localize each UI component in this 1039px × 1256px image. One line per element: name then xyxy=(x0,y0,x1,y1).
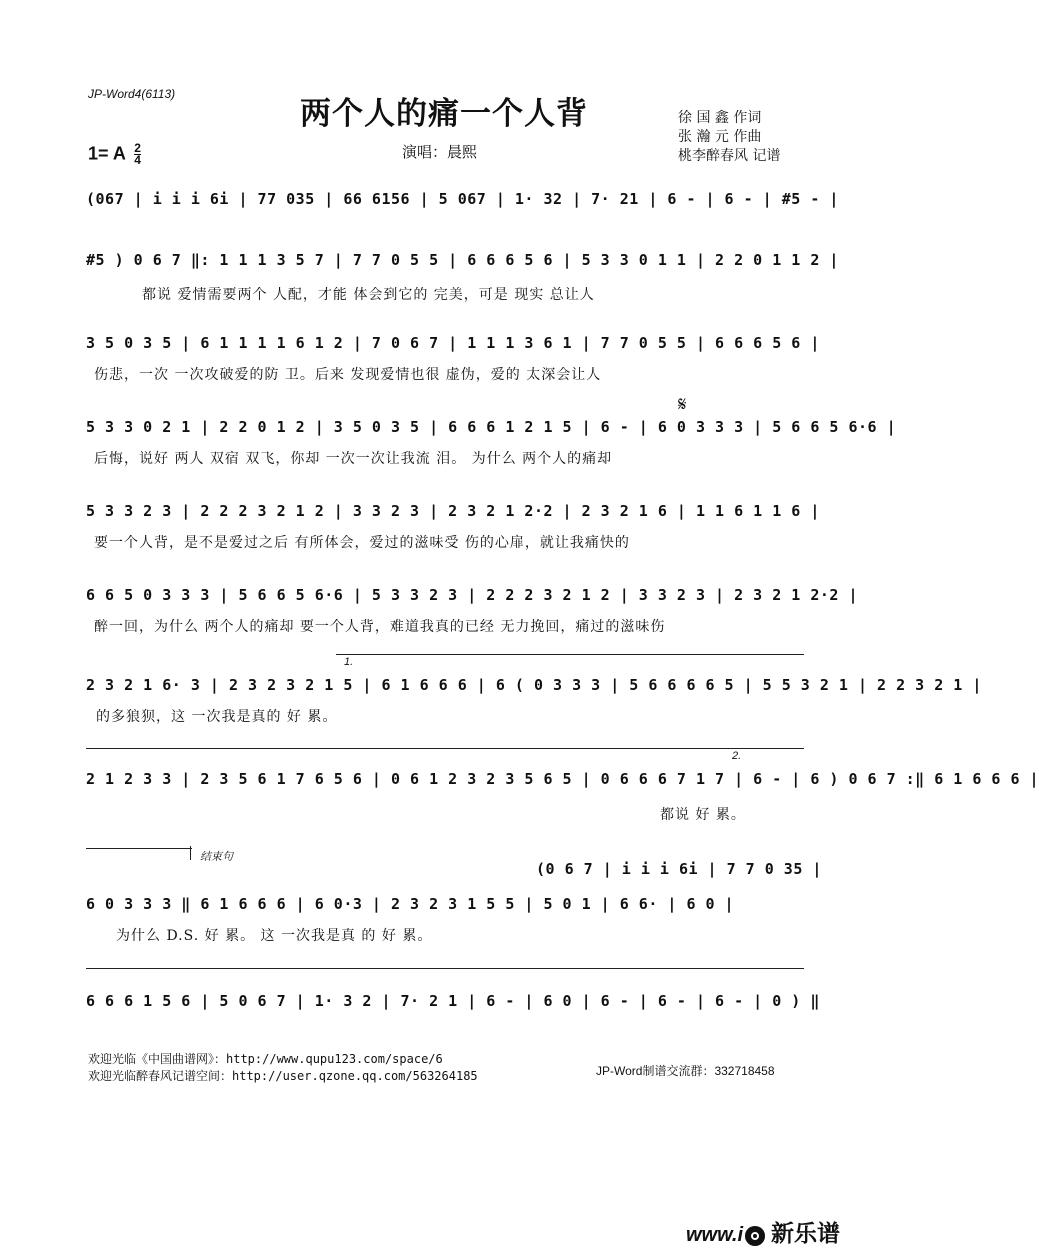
lyrics-line: 的多狼狈，这 一次我是真的 好 累。 xyxy=(96,709,338,725)
coda-line-left xyxy=(86,848,192,849)
key-signature xyxy=(88,143,141,166)
song-title: 两个人的痛一个人背 xyxy=(300,96,588,132)
lyrics-line: 要一个人背，是不是爱过之后 有所体会，爱过的滋味受 伤的心扉，就让我痛快的 xyxy=(94,535,630,551)
volta-bracket-1 xyxy=(336,654,804,655)
notes-line: #5 ) 0 6 7 ‖: 1 1 1 3 5 7 | 7 7 0 5 5 | 6 6 6 5 6 | 5 3 3 0 1 1 | 2 2 0 1 1 2 | xyxy=(86,251,839,269)
lyrics-line: 后悔，说好 两人 双宿 双飞，你却 一次一次让我流 泪。 为什么 两个人的痛却 xyxy=(94,451,613,467)
notes-line: 2 3 2 1 6· 3 | 2 3 2 3 2 1 5 | 6 1 6 6 6 | 6 ( 0 3 3 3 | 5 6 6 6 6 5 | 5 5 3 2 1 | 2 2 3 2 1 | xyxy=(86,676,982,694)
lyrics-line: 都说 爱情需要两个 人配，才能 体会到它的 完美，可是 现实 总让人 xyxy=(142,287,595,303)
lyrics-line: 为什么 D.S. 好 累。 这 一次我是真 的 好 累。 xyxy=(116,928,433,944)
brand-name: 新乐谱 xyxy=(771,1220,841,1246)
notes-line: 6 6 6 1 5 6 | 5 0 6 7 | 1· 3 2 | 7· 2 1 | 6 - | 6 0 | 6 - | 6 - | 6 - | 0 ) ‖ xyxy=(86,992,820,1010)
qq-group: JP-Word制谱交流群：332718458 xyxy=(596,1064,775,1078)
key-label: 1= A xyxy=(88,143,126,164)
performer: 演唱：晨熙 xyxy=(402,143,478,161)
volta-2-label: 2. xyxy=(732,750,742,762)
notes-line: 6 6 5 0 3 3 3 | 5 6 6 5 6·6 | 5 3 3 2 3 | 2 2 2 3 2 1 2 | 3 3 2 3 | 2 3 2 1 2·2 | xyxy=(86,586,858,604)
transcriber: 桃李醉春风 记谱 xyxy=(678,148,781,164)
lyrics-line: 醉一回，为什么 两个人的痛却 要一个人背，难道我真的已经 无力挽回，痛过的滋味伤 xyxy=(94,619,666,635)
volta-bracket-1-cont xyxy=(86,748,714,749)
notes-line: 5 3 3 2 3 | 2 2 2 3 2 1 2 | 3 3 2 3 | 2 3 2 1 2·2 | 2 3 2 1 6 | 1 1 6 1 1 6 | xyxy=(86,502,820,520)
time-denominator: 4 xyxy=(134,153,141,167)
lyrics-line: 都说 好 累。 xyxy=(660,807,746,823)
footer-links xyxy=(88,1051,478,1085)
staff-line-final xyxy=(86,968,804,969)
notes-line: 5 3 3 0 2 1 | 2 2 0 1 2 | 3 5 0 3 5 | 6 6 6 1 2 1 5 | 6 - | 6 0 3 3 3 | 5 6 6 5 6·6 | xyxy=(86,418,897,436)
volta-bracket-2 xyxy=(714,748,804,749)
segno-sign: 𝄋 xyxy=(678,394,687,416)
footer-line-2[interactable]: 欢迎光临醉春风记谱空间：http://user.qzone.qq.com/563264185 xyxy=(88,1069,478,1083)
time-signature xyxy=(134,143,141,166)
time-numerator: 2 xyxy=(134,141,141,155)
brand-logo[interactable] xyxy=(686,1215,840,1248)
coda-divider xyxy=(190,846,191,860)
footer-line-1[interactable]: 欢迎光临《中国曲谱网》：http://www.qupu123.com/space/6 xyxy=(88,1052,443,1066)
notes-line: (067 | i i i 6i | 77 035 | 66 6156 | 5 067 | 1· 32 | 7· 21 | 6 - | 6 - | #5 - | xyxy=(86,190,839,208)
notes-line: 6 0 3 3 3 ‖ 6 1 6 6 6 | 6 0·3 | 2 3 2 3 1 5 5 | 5 0 1 | 6 6· | 6 0 | xyxy=(86,895,735,913)
volta-1-label: 1. xyxy=(344,656,354,668)
notes-line: (0 6 7 | i i i 6i | 7 7 0 35 | xyxy=(536,860,822,878)
brand-prefix: www.i xyxy=(686,1224,744,1246)
coda-label: 结束句 xyxy=(200,851,233,863)
notes-line: 3 5 0 3 5 | 6 1 1 1 1 6 1 2 | 7 0 6 7 | 1 1 1 3 6 1 | 7 7 0 5 5 | 6 6 6 5 6 | xyxy=(86,334,820,352)
notes-line: 2 1 2 3 3 | 2 3 5 6 1 7 6 5 6 | 0 6 1 2 3 2 3 5 6 5 | 0 6 6 6 7 1 7 | 6 - | 6 ) 0 6 7 :‖ 6 1 6 6 6 | xyxy=(86,770,1039,788)
credits xyxy=(678,109,780,166)
lyricist: 徐 国 鑫 作词 xyxy=(678,110,762,126)
software-label: JP-Word4(6113) xyxy=(88,87,176,101)
record-disc-icon xyxy=(745,1226,765,1246)
lyrics-line: 伤悲，一次 一次攻破爱的防 卫。后来 发现爱情也很 虚伪，爱的 太深会让人 xyxy=(94,367,602,383)
composer: 张 瀚 元 作曲 xyxy=(678,129,762,145)
